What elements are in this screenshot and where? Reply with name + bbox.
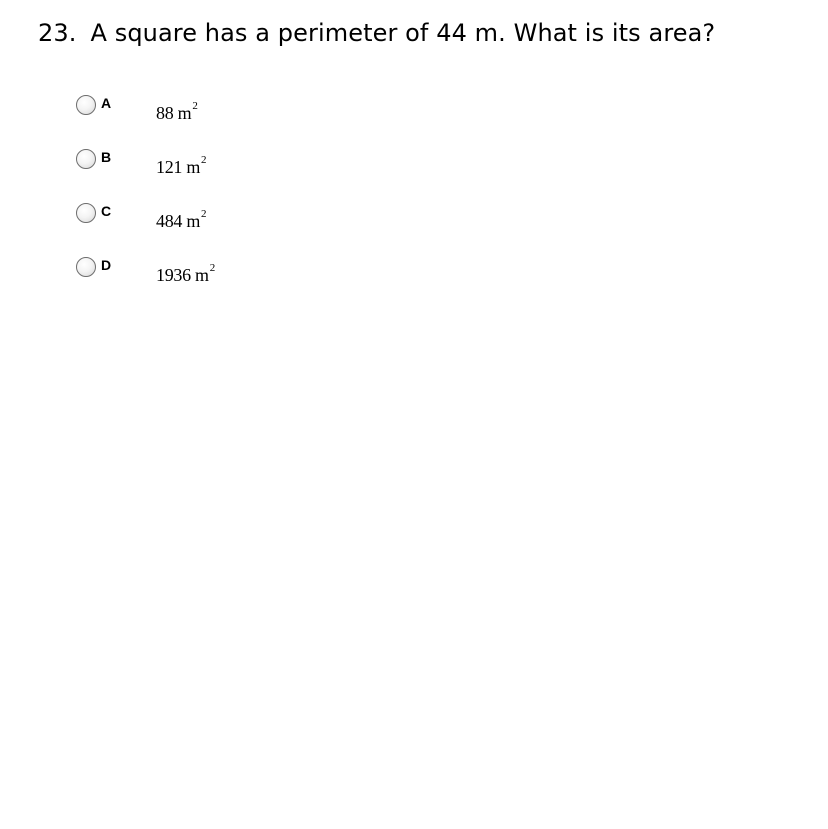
radio-button-icon[interactable]: [76, 149, 96, 169]
choice-value: [156, 260, 215, 286]
choice-letter: D: [101, 257, 112, 273]
question-text: A square has a perimeter of 44 m. What is its area?: [90, 19, 716, 47]
choice-exponent: 2: [209, 262, 215, 274]
question-prompt: [38, 16, 715, 50]
choice-number: 121: [156, 157, 183, 177]
choice-value: [156, 152, 206, 178]
choice-number: 1936: [156, 265, 191, 285]
choice-letter: C: [101, 203, 112, 219]
choice-a[interactable]: [76, 90, 376, 144]
choice-value: [156, 206, 206, 232]
choice-number: 88: [156, 103, 174, 123]
choice-exponent: 2: [192, 100, 198, 112]
choice-b[interactable]: [76, 144, 376, 198]
choice-unit: m: [186, 211, 201, 231]
choice-unit: m: [186, 157, 201, 177]
choice-number: 484: [156, 211, 183, 231]
choice-unit: m: [177, 103, 192, 123]
choice-letter: A: [101, 95, 112, 111]
answer-choices: [76, 90, 376, 306]
choice-unit: m: [195, 265, 209, 285]
choice-letter: B: [101, 149, 112, 165]
choice-d[interactable]: [76, 252, 376, 306]
radio-button-icon[interactable]: [76, 257, 96, 277]
radio-button-icon[interactable]: [76, 203, 96, 223]
question-number: 23.: [38, 19, 77, 47]
radio-button-icon[interactable]: [76, 95, 96, 115]
choice-exponent: 2: [201, 208, 207, 220]
choice-c[interactable]: [76, 198, 376, 252]
choice-exponent: 2: [201, 154, 207, 166]
choice-value: [156, 98, 198, 124]
